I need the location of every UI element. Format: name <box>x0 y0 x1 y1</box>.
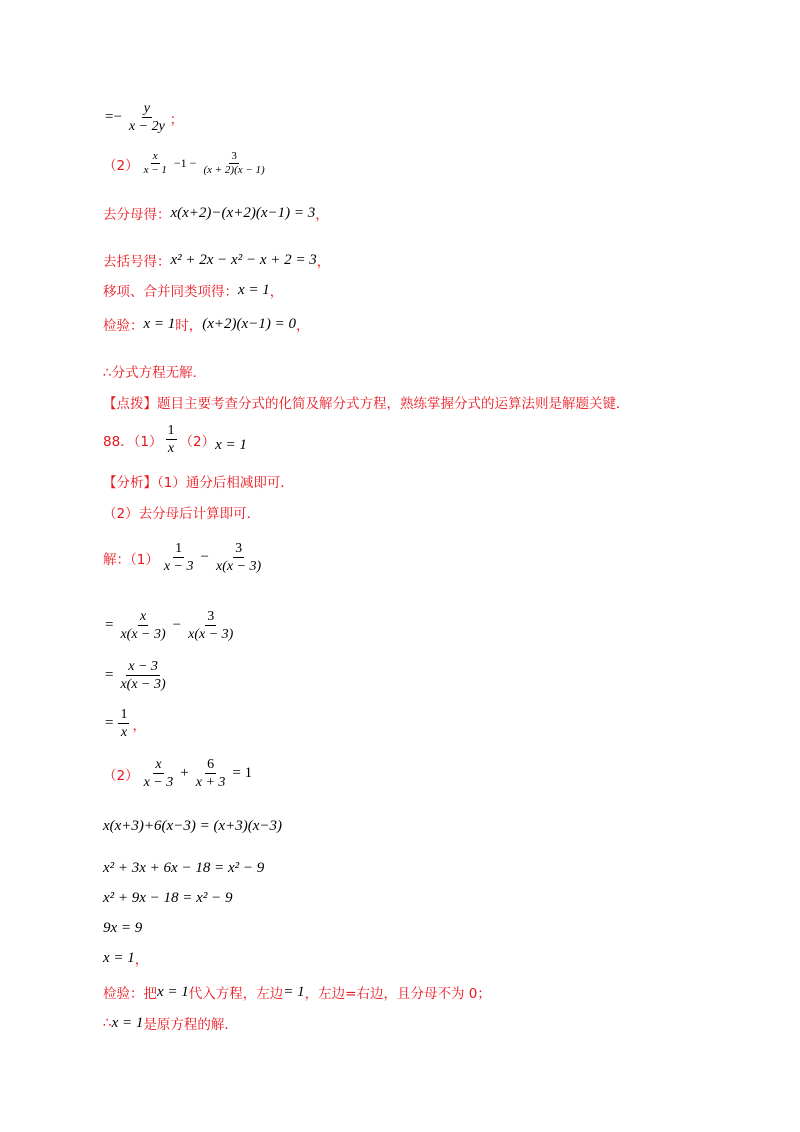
semicolon: ； <box>169 111 184 128</box>
math-expression: x(x+3)+6(x−3) = (x+3)(x−3) <box>103 818 282 834</box>
line-14-step <box>103 658 171 693</box>
part-label: （2） <box>103 157 139 174</box>
line-11-analysis <box>103 502 260 522</box>
tip-text: 【点拨】题目主要考查分式的化简及解分式方程，熟练掌握分式的运算法则是解题关键． <box>103 396 630 412</box>
check-text: 检验：把 <box>103 986 157 1002</box>
fraction: $\frac{1}{x}$ <box>120 707 128 740</box>
line-9-answer <box>103 422 247 457</box>
fraction: $\frac{3}{x(x - 3)}$ <box>215 541 262 574</box>
fraction: $\frac{3}{x(x - 3)}$ <box>188 609 234 642</box>
part-label: （2） <box>179 433 216 450</box>
line-2-problem <box>103 150 270 177</box>
math-expression: x² + 9x − 18 = x² − 9 <box>103 890 233 906</box>
analysis-text: （2）去分母后计算即可． <box>103 506 261 522</box>
math-expression: x = 1 <box>143 315 176 332</box>
equals: = <box>105 617 114 633</box>
line-21-step <box>103 948 148 968</box>
fraction: $\frac{3}{(x + 2)(x - 1)}$ <box>203 150 265 176</box>
math-expression: (x+2)(x−1) = 0 <box>202 315 296 332</box>
line-12-solution <box>103 540 266 575</box>
math-expression: x² + 3x + 6x − 18 = x² − 9 <box>103 860 265 876</box>
operator: + <box>180 765 189 781</box>
operator: − <box>200 549 209 565</box>
solution-label: 解：（1） <box>103 551 159 568</box>
line-16-problem <box>103 756 254 791</box>
fraction: $\frac{x}{x - 3}$ <box>143 757 174 790</box>
line-4-step <box>103 250 330 270</box>
fraction: $\frac{y}{x - 2y}$ <box>128 101 165 134</box>
math-expression: x = 1 <box>157 983 189 1000</box>
fraction: $\frac{x - 3}{x(x - 3)}$ <box>120 659 166 692</box>
line-5-step <box>103 280 283 300</box>
line-20-step <box>103 920 142 937</box>
math-expression: = 1 <box>283 983 305 1000</box>
text: 时， <box>175 318 203 334</box>
line-3-step <box>103 203 329 223</box>
conclusion-text: 是原方程的解． <box>143 1017 238 1033</box>
line-15-step <box>103 706 146 741</box>
fraction: $\frac{1}{x}$ <box>167 423 175 456</box>
comma: ， <box>316 254 331 270</box>
step-label: 去分母得： <box>103 207 171 223</box>
comma: ， <box>269 284 284 300</box>
equals-one: = 1 <box>232 765 253 781</box>
comma: ， <box>315 207 329 223</box>
conclusion-text: ∴分式方程无解． <box>103 365 207 381</box>
operator: − <box>172 617 182 633</box>
part-label: （2） <box>103 767 139 784</box>
line-13-step <box>103 608 238 643</box>
comma: ， <box>132 717 146 734</box>
line-22-check <box>103 982 491 1002</box>
fraction: $\frac{1}{x - 3}$ <box>163 541 194 574</box>
fraction: $\frac{x}{x(x - 3)}$ <box>120 609 166 642</box>
line-23-conclusion <box>103 1013 238 1033</box>
math-expression: x² + 2x − x² − x + 2 = 3 <box>170 251 317 268</box>
line-7-conclusion <box>103 361 206 381</box>
equals-minus: =− <box>105 109 122 125</box>
math-expression: x = 1 <box>103 949 135 966</box>
line-17-step <box>103 818 282 835</box>
math-expression: x = 1 <box>215 437 247 453</box>
line-1-result <box>103 100 183 135</box>
line-10-analysis <box>103 471 294 491</box>
line-19-step <box>103 890 232 907</box>
question-number: 88．（1） <box>103 433 163 450</box>
fraction: $\frac{6}{x + 3}$ <box>195 757 226 790</box>
math-expression: x(x+2)−(x+2)(x−1) = 3 <box>170 204 316 221</box>
check-label: 检验： <box>103 318 144 334</box>
fraction: $\frac{x}{x - 1}$ <box>143 150 167 176</box>
therefore-symbol: ∴ <box>103 1015 112 1031</box>
math-expression: x = 1 <box>111 1014 144 1031</box>
equals: = <box>105 715 114 731</box>
comma: ， <box>134 952 149 968</box>
step-label: 移项、合并同类项得： <box>103 284 238 300</box>
operator: −1 − <box>173 156 197 170</box>
step-label: 去括号得： <box>103 254 171 270</box>
line-6-check <box>103 314 309 334</box>
line-8-tip <box>103 392 630 412</box>
comma: ， <box>295 318 310 334</box>
equals: = <box>105 667 114 683</box>
math-expression: 9x = 9 <box>103 920 143 936</box>
check-text: 代入方程，左边 <box>188 986 284 1002</box>
line-18-step <box>103 860 264 877</box>
math-expression: x = 1 <box>238 281 270 298</box>
analysis-text: 【分析】（1）通分后相减即可． <box>103 475 294 491</box>
check-text: ，左边=右边，且分母不为 0； <box>304 986 491 1002</box>
